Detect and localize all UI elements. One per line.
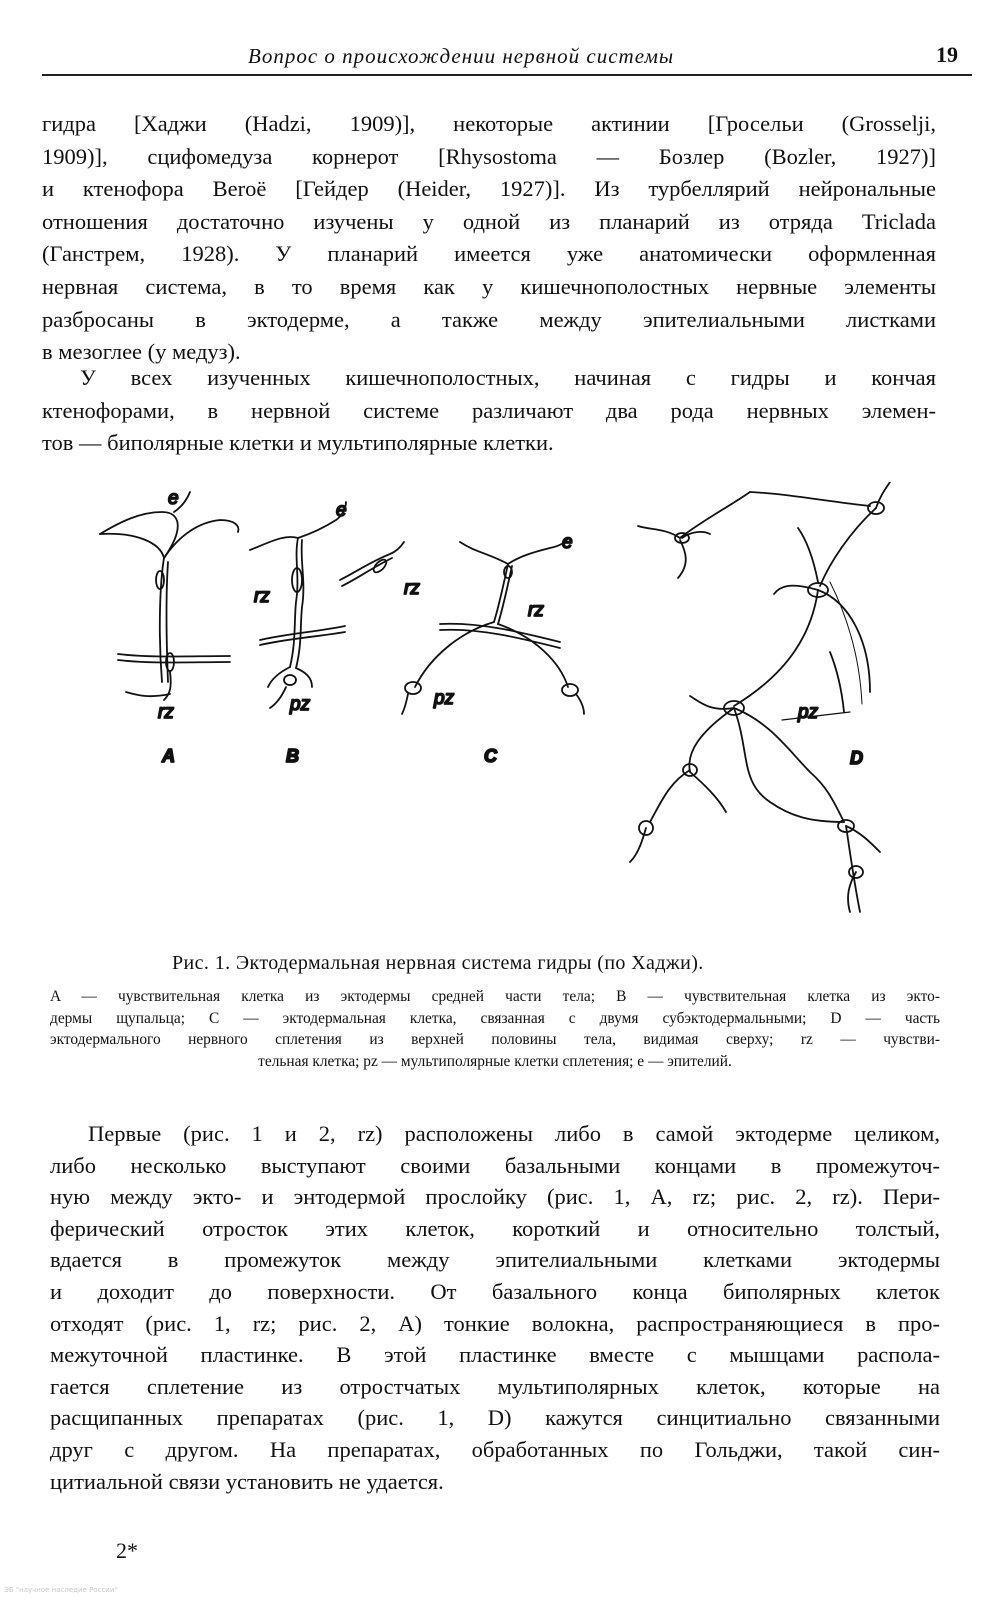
legend-line: дермы щупальца; C — эктодермальная клетка, связанная с двумя субэктодермальными; D — часть (50, 1009, 940, 1027)
text-line: ктенофорами, в нервной системе различают два рода нервных элемен- (42, 397, 936, 423)
text-line: У всех изученных кишечнополостных, начиная с гидры и кончая (80, 365, 936, 390)
legend-line: тельная клетка; pz — мультиполярные клетки сплетения; e — эпителий. (258, 1052, 732, 1070)
text-line: в мезоглее (у медуз). (42, 339, 241, 365)
paragraph-continuation (42, 108, 936, 369)
text-line: и доходит до поверхности. От базального конца биполярных клеток (50, 1278, 940, 1304)
label-rz-c: rz (528, 600, 544, 621)
legend-line: A — чувствительная клетка из эктодермы средней части тела; B — чувствительная клетка из экто- (50, 988, 940, 1005)
text-line: Первые (рис. 1 и 2, rz) расположены либо в самой эктодерме целиком, (88, 1121, 940, 1146)
label-pz-d: pz (798, 702, 819, 723)
label-e-c: e (562, 532, 573, 553)
text-line: (Ганстрем, 1928). У планарий имеется уже анатомически оформленная (42, 241, 936, 267)
text-line: ферический отросток этих клеток, короткий и относительно толстый, (50, 1215, 940, 1241)
text-line: межуточной пластинке. В этой пластинке вместе с мышцами распола- (50, 1342, 940, 1368)
text-line: ную между экто- и энтодермой прослойку (рис. 1, A, rz; рис. 2, rz). Пери- (50, 1184, 940, 1210)
panel-label-c: C (484, 746, 497, 766)
page-header (42, 40, 972, 76)
text-line: либо несколько выступают своими базальными концами в промежуточ- (50, 1152, 940, 1178)
label-e-b: e (336, 500, 347, 521)
panel-b-drawing (250, 502, 404, 708)
label-e-a: e (168, 488, 179, 509)
panel-c-drawing (402, 538, 584, 714)
text-line: расщипанных препаратах (рис. 1, D) кажутся синцитиально связанными (50, 1405, 940, 1431)
text-line: нервная система, в то время как у кишечнополостных нервные элементы (42, 273, 936, 299)
text-line: друг с другом. На препаратах, обработанных по Гольджи, такой син- (50, 1436, 940, 1462)
label-rz-b: rz (254, 586, 270, 607)
paragraph-two-kinds (42, 362, 936, 460)
signature-mark: 2* (116, 1538, 138, 1563)
text-line: и ктенофора Beroë [Гейдер (Heider, 1927)]. Из турбеллярий нейрональные (42, 176, 936, 202)
label-rz-a: rz (158, 702, 174, 723)
text-line: отходят (рис. 1, rz; рис. 2, A) тонкие волокна, распространяющиеся в про- (50, 1310, 940, 1336)
page-number: 19 (936, 42, 958, 67)
figure-nerve-cells (90, 482, 970, 952)
panel-label-b: B (286, 746, 299, 766)
panel-d-drawing (630, 482, 890, 912)
text-line: цитиальной связи установить не удается. (50, 1468, 444, 1494)
figure-drawing (90, 482, 970, 952)
text-line: гается сплетение из отростчатых мультиполярных клеток, которые на (50, 1373, 940, 1399)
header-rule (42, 74, 972, 76)
panel-label-a: A (162, 746, 175, 766)
library-watermark: ЭБ "научное наследие России" (4, 1586, 118, 1594)
text-line: гидра [Хаджи (Hadzi, 1909)], некоторые актинии [Гросельи (Grosselji, (42, 111, 936, 136)
figure-caption-title: Рис. 1. Эктодермальная нервная система гидры (по Хаджи). (172, 952, 704, 974)
text-line: разбросаны в эктодерме, а также между эпителиальными листками (42, 306, 936, 332)
running-title: Вопрос о происхождении нервной системы (248, 44, 675, 68)
legend-line: эктодермального нервного сплетения из верхней половины тела, видимая сверху; rz — чувстви- (50, 1031, 940, 1048)
figure-caption-legend (50, 986, 940, 1072)
text-line: вдается в промежуток между эпителиальными клетками эктодермы (50, 1247, 940, 1273)
label-rz-b2: rz (404, 578, 420, 599)
panel-a-drawing (100, 492, 238, 700)
label-pz-c: pz (434, 688, 455, 709)
text-line: тов — биполярные клетки и мультиполярные клетки. (42, 430, 554, 456)
text-line: 1909)], сцифомедуза корнерот [Rhysostoma — Бозлер (Bozler, 1927)] (42, 143, 936, 169)
text-line: отношения достаточно изучены у одной из планарий из отряда Triclada (42, 208, 936, 234)
panel-label-d: D (850, 748, 863, 768)
paragraph-bipolar-cells (50, 1118, 940, 1497)
label-pz-b: pz (290, 694, 311, 715)
